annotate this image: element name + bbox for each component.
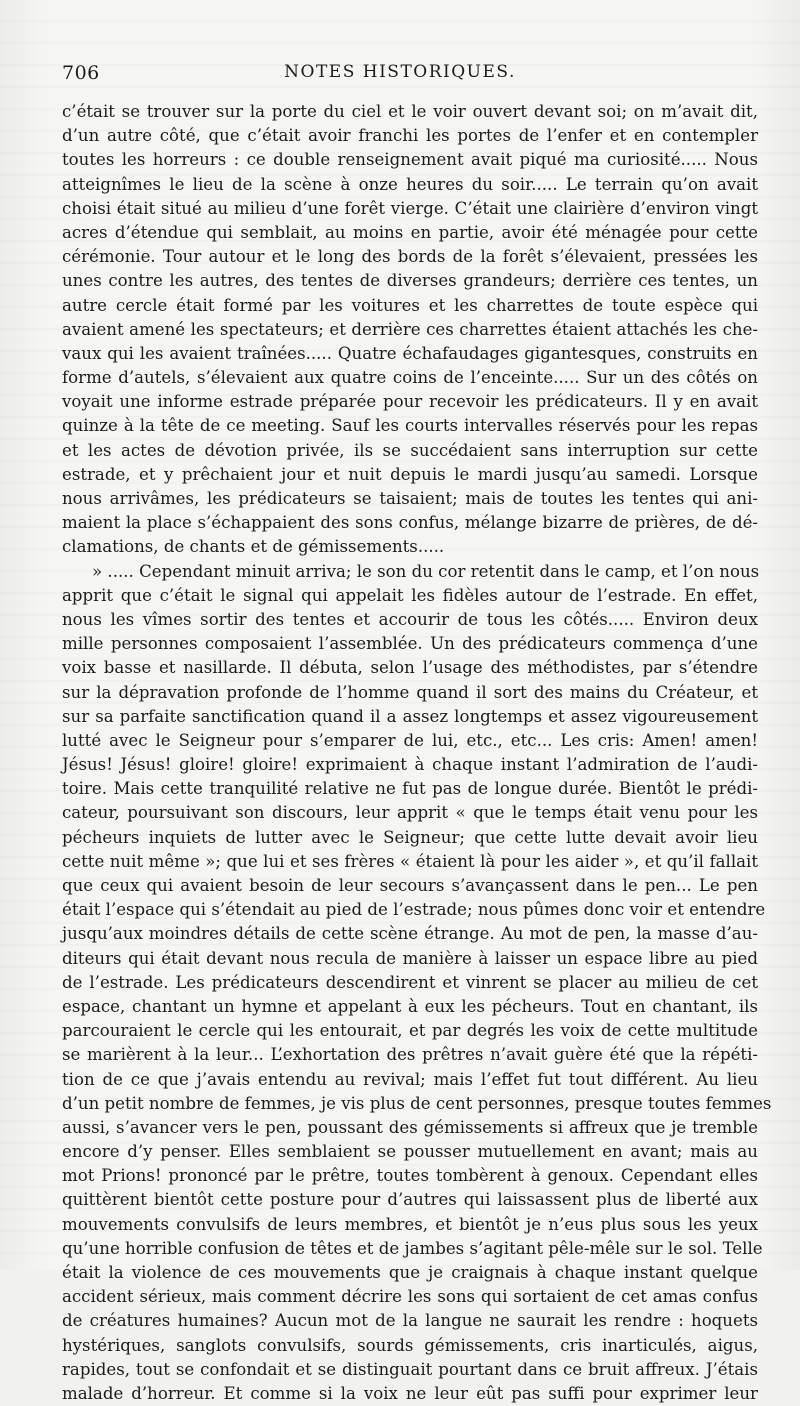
text-line: de créatures humaines? Aucun mot de la langue ne saurait les rendre : hoquets	[62, 1311, 758, 1331]
text-line: encore d’y penser. Elles semblaient se pousser mutuellement en avant; mais au	[62, 1142, 758, 1162]
text-line: nous les vîmes sortir des tentes et accourir de tous les côtés..... Environ deux	[62, 609, 758, 629]
text-line: hystériques, sanglots convulsifs, sourds gémissements, cris inarticulés, aigus,	[62, 1335, 758, 1355]
text-line: choisi était situé au milieu d’une forêt vierge. C’était une clairière d’environ vingt	[62, 198, 758, 218]
text-line: autre cercle était formé par les voitures et les charrettes de toute espèce qui	[62, 295, 758, 315]
text-line: atteignîmes le lieu de la scène à onze heures du soir..... Le terrain qu’on avait	[62, 174, 758, 194]
text-line: sur la dépravation profonde de l’homme quand il sort des mains du Créateur, et	[62, 682, 758, 702]
text-line: » ..... Cependant minuit arriva; le son du cor retentit dans le camp, et l’on nous	[92, 561, 760, 581]
text-line: rapides, tout se confondait et se distinguait pourtant dans ce bruit affreux. J’étais	[62, 1359, 758, 1379]
text-line: se marièrent à la leur... L’exhortation des prêtres n’avait guère été que la répéti-	[62, 1045, 758, 1065]
page-number: 706	[62, 62, 100, 84]
text-line: avaient amené les spectateurs; et derrière ces charrettes étaient attachés les che-	[62, 319, 758, 339]
text-line: quittèrent bientôt cette posture pour d’autres qui laissassent plus de liberté aux	[62, 1190, 758, 1210]
text-line: forme d’autels, s’élevaient aux quatre coins de l’enceinte..... Sur un des côtés on	[62, 368, 758, 388]
text-line: pécheurs inquiets de lutter avec le Seigneur; que cette lutte devait avoir lieu	[62, 827, 758, 847]
running-title: NOTES HISTORIQUES.	[284, 62, 516, 82]
text-line: était l’espace qui s’étendait au pied de l’estrade; nous pûmes donc voir et entendre	[62, 900, 766, 920]
text-line: aussi, s’avancer vers le pen, poussant des gémissements si affreux que je tremble	[62, 1117, 758, 1137]
text-line: cateur, poursuivant son discours, leur apprit « que le temps était venu pour les	[62, 803, 758, 823]
text-line: acres d’étendue qui semblait, au moins en partie, avoir été ménagée pour cette	[62, 222, 758, 242]
text-line: maient la place s’échappaient des sons confus, mélange bizarre de prières, de dé-	[62, 513, 758, 533]
text-line: jusqu’aux moindres détails de cette scène étrange. Au mot de pen, la masse d’au-	[62, 924, 758, 944]
text-line: d’un petit nombre de femmes, je vis plus de cent personnes, presque toutes femmes	[62, 1093, 772, 1113]
text-line: mille personnes composaient l’assemblée. Un des prédicateurs commença d’une	[62, 634, 758, 654]
text-line: était la violence de ces mouvements que je craignais à chaque instant quelque	[62, 1263, 758, 1282]
text-line: tion de ce que j’avais entendu au revival; mais l’effet fut tout différent. Au lieu	[62, 1069, 758, 1089]
text-line: quinze à la tête de ce meeting. Sauf les courts intervalles réservés pour les repas	[62, 416, 758, 436]
text-line: parcouraient le cercle qui les entourait, et par degrés les voix de cette multitude	[62, 1021, 758, 1041]
text-line: estrade, et y prêchaient jour et nuit depuis le mardi jusqu’au samedi. Lorsque	[62, 464, 758, 484]
text-line: et les actes de dévotion privée, ils se succédaient sans interruption sur cette	[62, 440, 758, 460]
text-line: Jésus! Jésus! gloire! gloire! exprimaient à chaque instant l’admiration de l’audi-	[62, 755, 758, 775]
text-line: vaux qui les avaient traînées..... Quatre échafaudages gigantesques, construits en	[62, 343, 758, 363]
page-header	[0, 62, 800, 92]
text-line: nous arrivâmes, les prédicateurs se taisaient; mais de toutes les tentes qui ani-	[62, 489, 758, 508]
text-line: d’un autre côté, que c’était avoir franchi les portes de l’enfer et en contempler	[62, 126, 758, 146]
text-line: mouvements convulsifs de leurs membres, et bientôt je n’eus plus sous les yeux	[62, 1214, 758, 1234]
body-text	[62, 100, 772, 1406]
text-line: espace, chantant un hymne et appelant à eux les pécheurs. Tout en chantant, ils	[62, 996, 758, 1016]
text-line: que ceux qui avaient besoin de leur secours s’avançassent dans le pen... Le pen	[62, 876, 758, 895]
text-line: lutté avec le Seigneur pour s’emparer de lui, etc., etc... Les cris: Amen! amen!	[62, 730, 758, 750]
text-line: voyait une informe estrade préparée pour recevoir les prédicateurs. Il y en avait	[62, 392, 758, 412]
text-line: accident sérieux, mais comment décrire les sons qui sortaient de cet amas confus	[62, 1287, 758, 1307]
text-line: cérémonie. Tour autour et le long des bords de la forêt s’élevaient, pressées les	[62, 247, 758, 267]
text-line: malade d’horreur. Et comme si la voix ne leur eût pas suffi pour exprimer leur	[62, 1383, 758, 1403]
text-line: mot Prions! prononcé par le prêtre, toutes tombèrent à genoux. Cependant elles	[62, 1166, 758, 1186]
text-line: toire. Mais cette tranquilité relative ne fut pas de longue durée. Bientôt le prédi-	[62, 779, 758, 799]
text-line: clamations, de chants et de gémissements.....	[62, 537, 445, 557]
text-line: cette nuit même »; que lui et ses frères « étaient là pour les aider », et qu’il fallait	[62, 851, 758, 871]
text-line: de l’estrade. Les prédicateurs descendirent et vinrent se placer au milieu de cet	[62, 972, 758, 992]
text-line: diteurs qui était devant nous recula de manière à laisser un espace libre au pied	[62, 948, 758, 968]
text-line: c’était se trouver sur la porte du ciel et le voir ouvert devant soi; on m’avait dit,	[62, 102, 758, 121]
text-line: apprit que c’était le signal qui appelait les fidèles autour de l’estrade. En effet,	[62, 585, 758, 605]
text-line: toutes les horreurs : ce double renseignement avait piqué ma curiosité..... Nous	[62, 150, 758, 170]
text-line: voix basse et nasillarde. Il débuta, selon l’usage des méthodistes, par s’étendre	[62, 658, 758, 678]
text-line: unes contre les autres, des tentes de diverses grandeurs; derrière ces tentes, un	[62, 271, 758, 291]
text-line: sur sa parfaite sanctification quand il a assez longtemps et assez vigoureusement	[62, 706, 758, 726]
text-line: qu’une horrible confusion de têtes et de jambes s’agitant pêle-mêle sur le sol. Telle	[62, 1238, 763, 1258]
